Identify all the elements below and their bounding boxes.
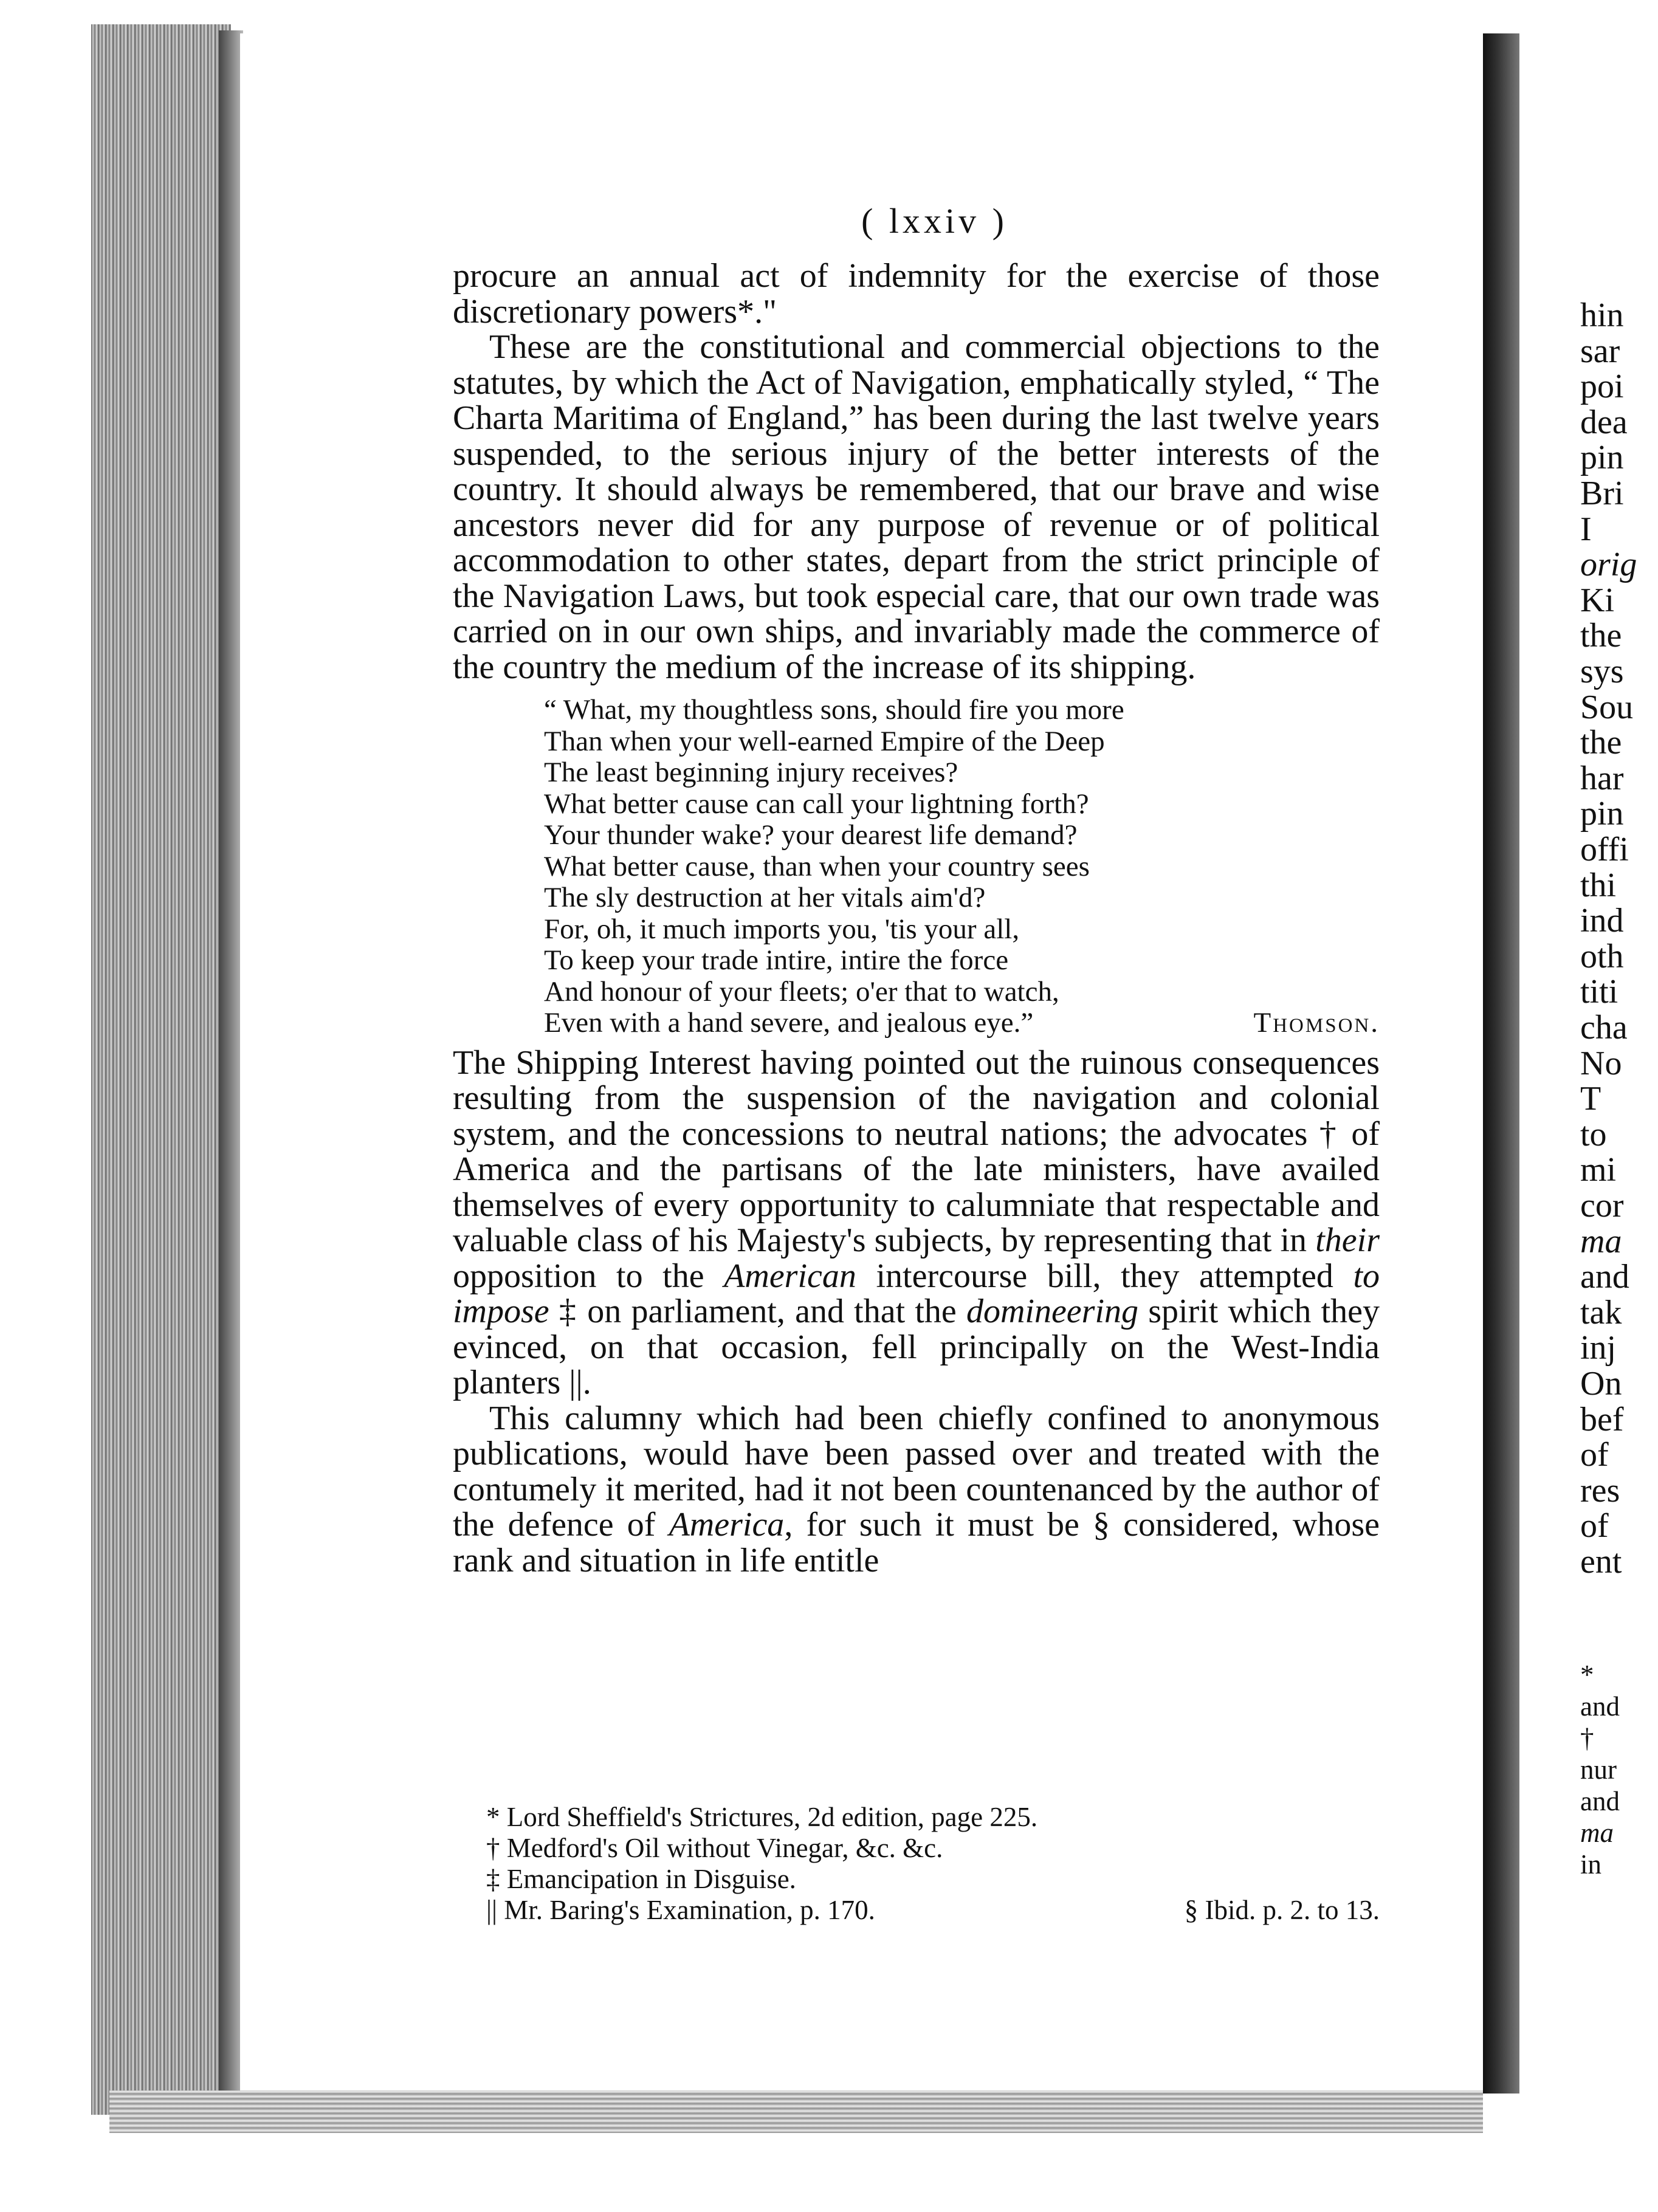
right-page-text-fragment: cha: [1580, 1009, 1628, 1046]
text-run: ‡ on parliament, and that the: [549, 1293, 966, 1330]
footnote: ‡ Emancipation in Disguise.: [486, 1864, 796, 1894]
main-text-column: [453, 201, 1380, 1578]
poem-line: To keep your trade intire, intire the force: [544, 944, 1009, 976]
poem-line: The sly destruction at her vitals aim'd?: [544, 882, 986, 913]
right-page-text-fragment: oth: [1580, 937, 1624, 975]
right-page-text-fragment: T: [1580, 1080, 1601, 1118]
footnote-row: [486, 1895, 1380, 1926]
right-page-text-fragment: Sou: [1580, 688, 1634, 726]
right-page-text-fragment: to: [1580, 1115, 1607, 1153]
poem-line: And honour of your fleets; o'er that to watch,: [544, 975, 1059, 1008]
poem-line: What better cause can call your lightning forth?: [544, 788, 1089, 820]
right-page-text-fragment: orig: [1580, 546, 1637, 584]
italic-run: America: [669, 1506, 785, 1544]
right-page-text-fragment: sys: [1580, 653, 1624, 690]
footnote: || Mr. Baring's Examination, p. 170.: [486, 1895, 875, 1925]
text-run: opposition to the: [453, 1257, 724, 1295]
italic-run: American: [724, 1257, 856, 1295]
right-page-text-fragment: offi: [1580, 831, 1629, 868]
right-page-text-fragment: dea: [1580, 403, 1628, 441]
paragraph-3: [453, 1045, 1380, 1401]
right-page-text-fragment: inj: [1580, 1329, 1617, 1367]
right-page-text-fragment: har: [1580, 759, 1624, 797]
right-page-text-fragment: poi: [1580, 368, 1624, 406]
right-page-text-fragment: mi: [1580, 1151, 1617, 1189]
poem-line: “ What, my thoughtless sons, should fire you more: [544, 694, 1124, 726]
right-page-footnote-fragment: nur: [1580, 1754, 1617, 1785]
text-run: The Shipping Interest having pointed out the ruinous consequences resulting from the suspension of the navigation and colonial system, and the concessions to neutral nations; the advocates † of America and the partisans of the late ministers, have availed themselves of every opportunity to calumniate that respectable and valuable class of his Majesty's subjects, by representing that in: [453, 1043, 1380, 1259]
poem-line: Than when your well-earned Empire of the Deep: [544, 725, 1105, 757]
right-page-text-fragment: the: [1580, 617, 1622, 655]
right-page-text-fragment: ind: [1580, 902, 1624, 940]
right-page-footnote-fragment: *: [1580, 1660, 1594, 1690]
italic-run: their: [1315, 1221, 1380, 1259]
right-page-text-fragment: Ki: [1580, 581, 1614, 619]
text-run: This calumny which had been chiefly confined to anonymous publications, would have been passed over and treated with the contumely it merited, had it not been countenanced by the author of the defence of: [453, 1399, 1380, 1544]
poem-line: Even with a hand severe, and jealous eye.”: [544, 1007, 1034, 1039]
paragraph-2: These are the constitutional and commercial objections to the statutes, by which the Act of Navigation, emphatically styled, “ The Charta Maritima of England,” has been during the last twelve years suspended, to the serious injury of the better interests of the country. It should always be remembered, that our brave and wise ancestors never did for any purpose of revenue or of political accommodation to other states, depart from the strict principle of the Navigation Laws, but took especial care, that our own trade was carried on in our own ships, and invariably made the commerce of the country the medium of the increase of its shipping.: [453, 328, 1380, 686]
right-page-text-fragment: of: [1580, 1436, 1609, 1474]
right-page-footnote-fragment: and: [1580, 1786, 1620, 1816]
book-gutter: [1483, 33, 1519, 2094]
right-page-text-fragment: No: [1580, 1044, 1622, 1082]
book-bottom-edge: [109, 2090, 1483, 2133]
right-page-text-fragment: sar: [1580, 332, 1620, 370]
italic-run: to impose: [453, 1257, 1380, 1330]
right-page-text-fragment: Bri: [1580, 475, 1624, 512]
text-run: intercourse bill, they attempted: [856, 1257, 1354, 1295]
poem-line: The least beginning injury receives?: [544, 757, 958, 788]
right-page-footnote-fragment: †: [1580, 1723, 1594, 1753]
page-edge-shadow: [219, 30, 243, 2115]
poem-attribution: Thomson.: [1253, 1007, 1380, 1039]
right-page-footnote-fragment: ma: [1580, 1818, 1614, 1848]
italic-run: domineering: [966, 1293, 1139, 1330]
text-run: spirit which they evinced, on that occasion, fell principally on the West-India planters ||.: [453, 1293, 1380, 1401]
right-page-text-fragment: On: [1580, 1365, 1622, 1403]
paragraph-1: procure an annual act of indemnity for the exercise of those discretionary powers*.": [453, 257, 1380, 331]
book-page-edges: [91, 24, 231, 2115]
poem-quotation: [453, 695, 1380, 1039]
right-page-text-fragment: hin: [1580, 297, 1624, 334]
right-page-text-fragment: ent: [1580, 1543, 1622, 1581]
poem-line: For, oh, it much imports you, 'tis your all,: [544, 913, 1020, 945]
right-page-text-fragment: cor: [1580, 1187, 1624, 1224]
right-page-text-fragment: titi: [1580, 973, 1618, 1011]
right-page-text-fragment: ma: [1580, 1222, 1622, 1260]
poem-last-line: [544, 1008, 1380, 1039]
footnote: * Lord Sheffield's Strictures, 2d edition, page 225.: [486, 1802, 1038, 1832]
right-page-text-fragment: of: [1580, 1507, 1609, 1545]
footnote: § Ibid. p. 2. to 13.: [1184, 1895, 1380, 1925]
footnotes: [486, 1802, 1380, 1926]
right-page-text-fragment: thi: [1580, 866, 1617, 904]
right-page-text-fragment: tak: [1580, 1293, 1622, 1331]
right-page-text-fragment: the: [1580, 724, 1622, 762]
right-page-text-fragment: pin: [1580, 439, 1624, 477]
page-number-heading: ( lxxiv ): [861, 201, 1008, 241]
right-page-text-fragment: I: [1580, 510, 1592, 548]
right-page-text-fragment: res: [1580, 1471, 1620, 1510]
right-page-text-fragment: and: [1580, 1258, 1629, 1296]
right-page-footnote-fragment: in: [1580, 1849, 1602, 1880]
right-page-text-fragment: bef: [1580, 1400, 1624, 1438]
poem-line: What better cause, than when your country sees: [544, 850, 1090, 882]
poem-line: Your thunder wake? your dearest life demand?: [544, 819, 1078, 851]
right-page-text-fragment: pin: [1580, 795, 1624, 833]
right-page-footnote-fragment: and: [1580, 1691, 1620, 1722]
paragraph-4: [453, 1401, 1380, 1579]
text-run: , for such it must be § considered, whose rank and situation in life entitle: [453, 1506, 1380, 1579]
footnote: † Medford's Oil without Vinegar, &c. &c.: [486, 1833, 943, 1863]
